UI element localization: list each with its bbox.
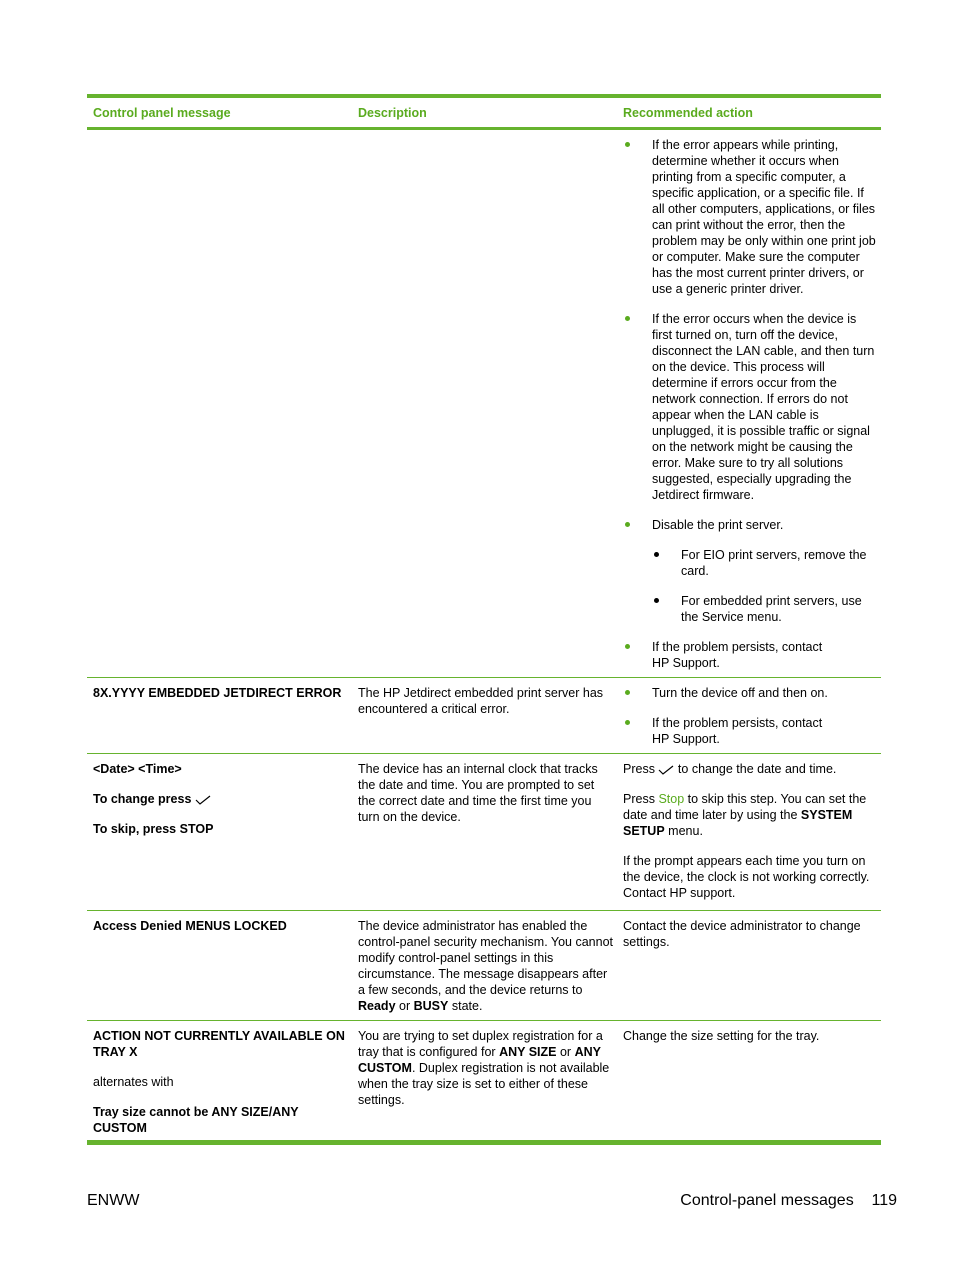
table-header	[87, 98, 881, 127]
list-item: Disable the print server. For EIO print servers, remove the card. For embedded print servers, use the Service menu.	[623, 517, 877, 625]
description-cell: You are trying to set duplex registration for a tray that is configured for ANY SIZE or ANY CUSTOM. Duplex registration is not available when the tray size is set to either of these settings.	[358, 1029, 610, 1107]
message-cell	[87, 754, 352, 910]
list-item: Turn the device off and then on.	[623, 685, 877, 701]
message-cell: Access Denied MENUS LOCKED	[93, 919, 287, 933]
table-row	[87, 678, 881, 754]
bullet-dot-icon	[625, 522, 630, 527]
action-cell	[617, 130, 881, 677]
description-cell: The device administrator has enabled the control-panel security mechanism. You cannot modify control-panel settings in this circumstance. The message disappears after a few seconds, and the device returns to Ready or BUSY state.	[358, 919, 614, 1013]
list-item: If the error appears while printing, determine whether it occurs when printing from a specific computer, a specific application, or a specific file. If all other computers, applications, or files can print without the error, then the problem may be only within one print job or computer. Make sure the computer has the most current printer drivers, or use a generic printer driver.	[623, 137, 877, 297]
checkmark-icon	[658, 765, 674, 775]
action-paragraph: If the prompt appears each time you turn on the device, the clock is not working correctly. Contact HP support.	[623, 854, 870, 900]
description-cell	[352, 130, 617, 677]
list-item: If the error occurs when the device is first turned on, turn off the device, disconnect the LAN cable, and then turn on the device. This process will determine if errors occur from the network connection. If errors do not appear when the LAN cable is unplugged, it is possible traffic or signal on the network might be causing the error. Make sure to try all solutions suggested, especially upgrading the Jetdirect firmware.	[623, 311, 877, 503]
bullet-dot-icon	[625, 316, 630, 321]
message-cell	[87, 130, 352, 677]
action-cell	[617, 678, 881, 753]
message-line: To skip, press STOP	[93, 822, 214, 836]
header-control-panel-message: Control panel message	[93, 105, 231, 120]
sub-list-item: For EIO print servers, remove the card.	[652, 547, 877, 579]
footer-left-label: ENWW	[87, 1192, 140, 1209]
action-paragraph: Press Stop to skip this step. You can set the date and time later by using the SYSTEM SETUP menu.	[623, 792, 867, 838]
action-cell	[617, 754, 881, 910]
bullet-dot-icon	[625, 644, 630, 649]
description-cell: The device has an internal clock that tracks the date and time. You are prompted to set the correct date and time the first time you turn on the device.	[358, 762, 598, 824]
action-cell: Contact the device administrator to change settings.	[623, 919, 861, 949]
message-cell	[87, 1021, 352, 1140]
message-line: Tray size cannot be ANY SIZE/ANY CUSTOM	[93, 1105, 299, 1135]
footer-section-title: Control-panel messages	[680, 1192, 854, 1209]
action-list	[623, 685, 877, 747]
action-list	[623, 137, 877, 671]
bullet-dot-icon	[654, 598, 659, 603]
message-line: alternates with	[93, 1075, 174, 1089]
stop-key-label: Stop	[658, 792, 685, 806]
page-number: 119	[871, 1192, 897, 1209]
bullet-dot-icon	[654, 552, 659, 557]
message-cell: 8X.YYYY EMBEDDED JETDIRECT ERROR	[93, 686, 342, 700]
bullet-dot-icon	[625, 142, 630, 147]
bullet-dot-icon	[625, 720, 630, 725]
list-item: If the problem persists, contact HP Support.	[623, 715, 877, 747]
sub-list	[652, 547, 877, 625]
table-row	[87, 911, 881, 1021]
list-item: If the problem persists, contact HP Support.	[623, 639, 877, 671]
description-cell: The HP Jetdirect embedded print server has encountered a critical error.	[358, 686, 604, 716]
table-row	[87, 754, 881, 911]
table-bottom-rule	[87, 1140, 881, 1145]
header-recommended-action: Recommended action	[623, 105, 753, 120]
action-cell: Change the size setting for the tray.	[623, 1029, 820, 1043]
bullet-dot-icon	[625, 690, 630, 695]
sub-list-item: For embedded print servers, use the Service menu.	[652, 593, 877, 625]
action-paragraph: Press to change the date and time.	[623, 762, 837, 776]
message-line: ACTION NOT CURRENTLY AVAILABLE ON TRAY X	[93, 1029, 345, 1059]
table-row	[87, 130, 881, 678]
message-line: To change press	[93, 791, 348, 807]
header-description: Description	[358, 105, 427, 120]
table-row	[87, 1021, 881, 1140]
footer-right	[680, 1192, 897, 1210]
checkmark-icon	[195, 795, 211, 805]
message-line: <Date> <Time>	[93, 762, 182, 776]
messages-table	[87, 94, 881, 1145]
